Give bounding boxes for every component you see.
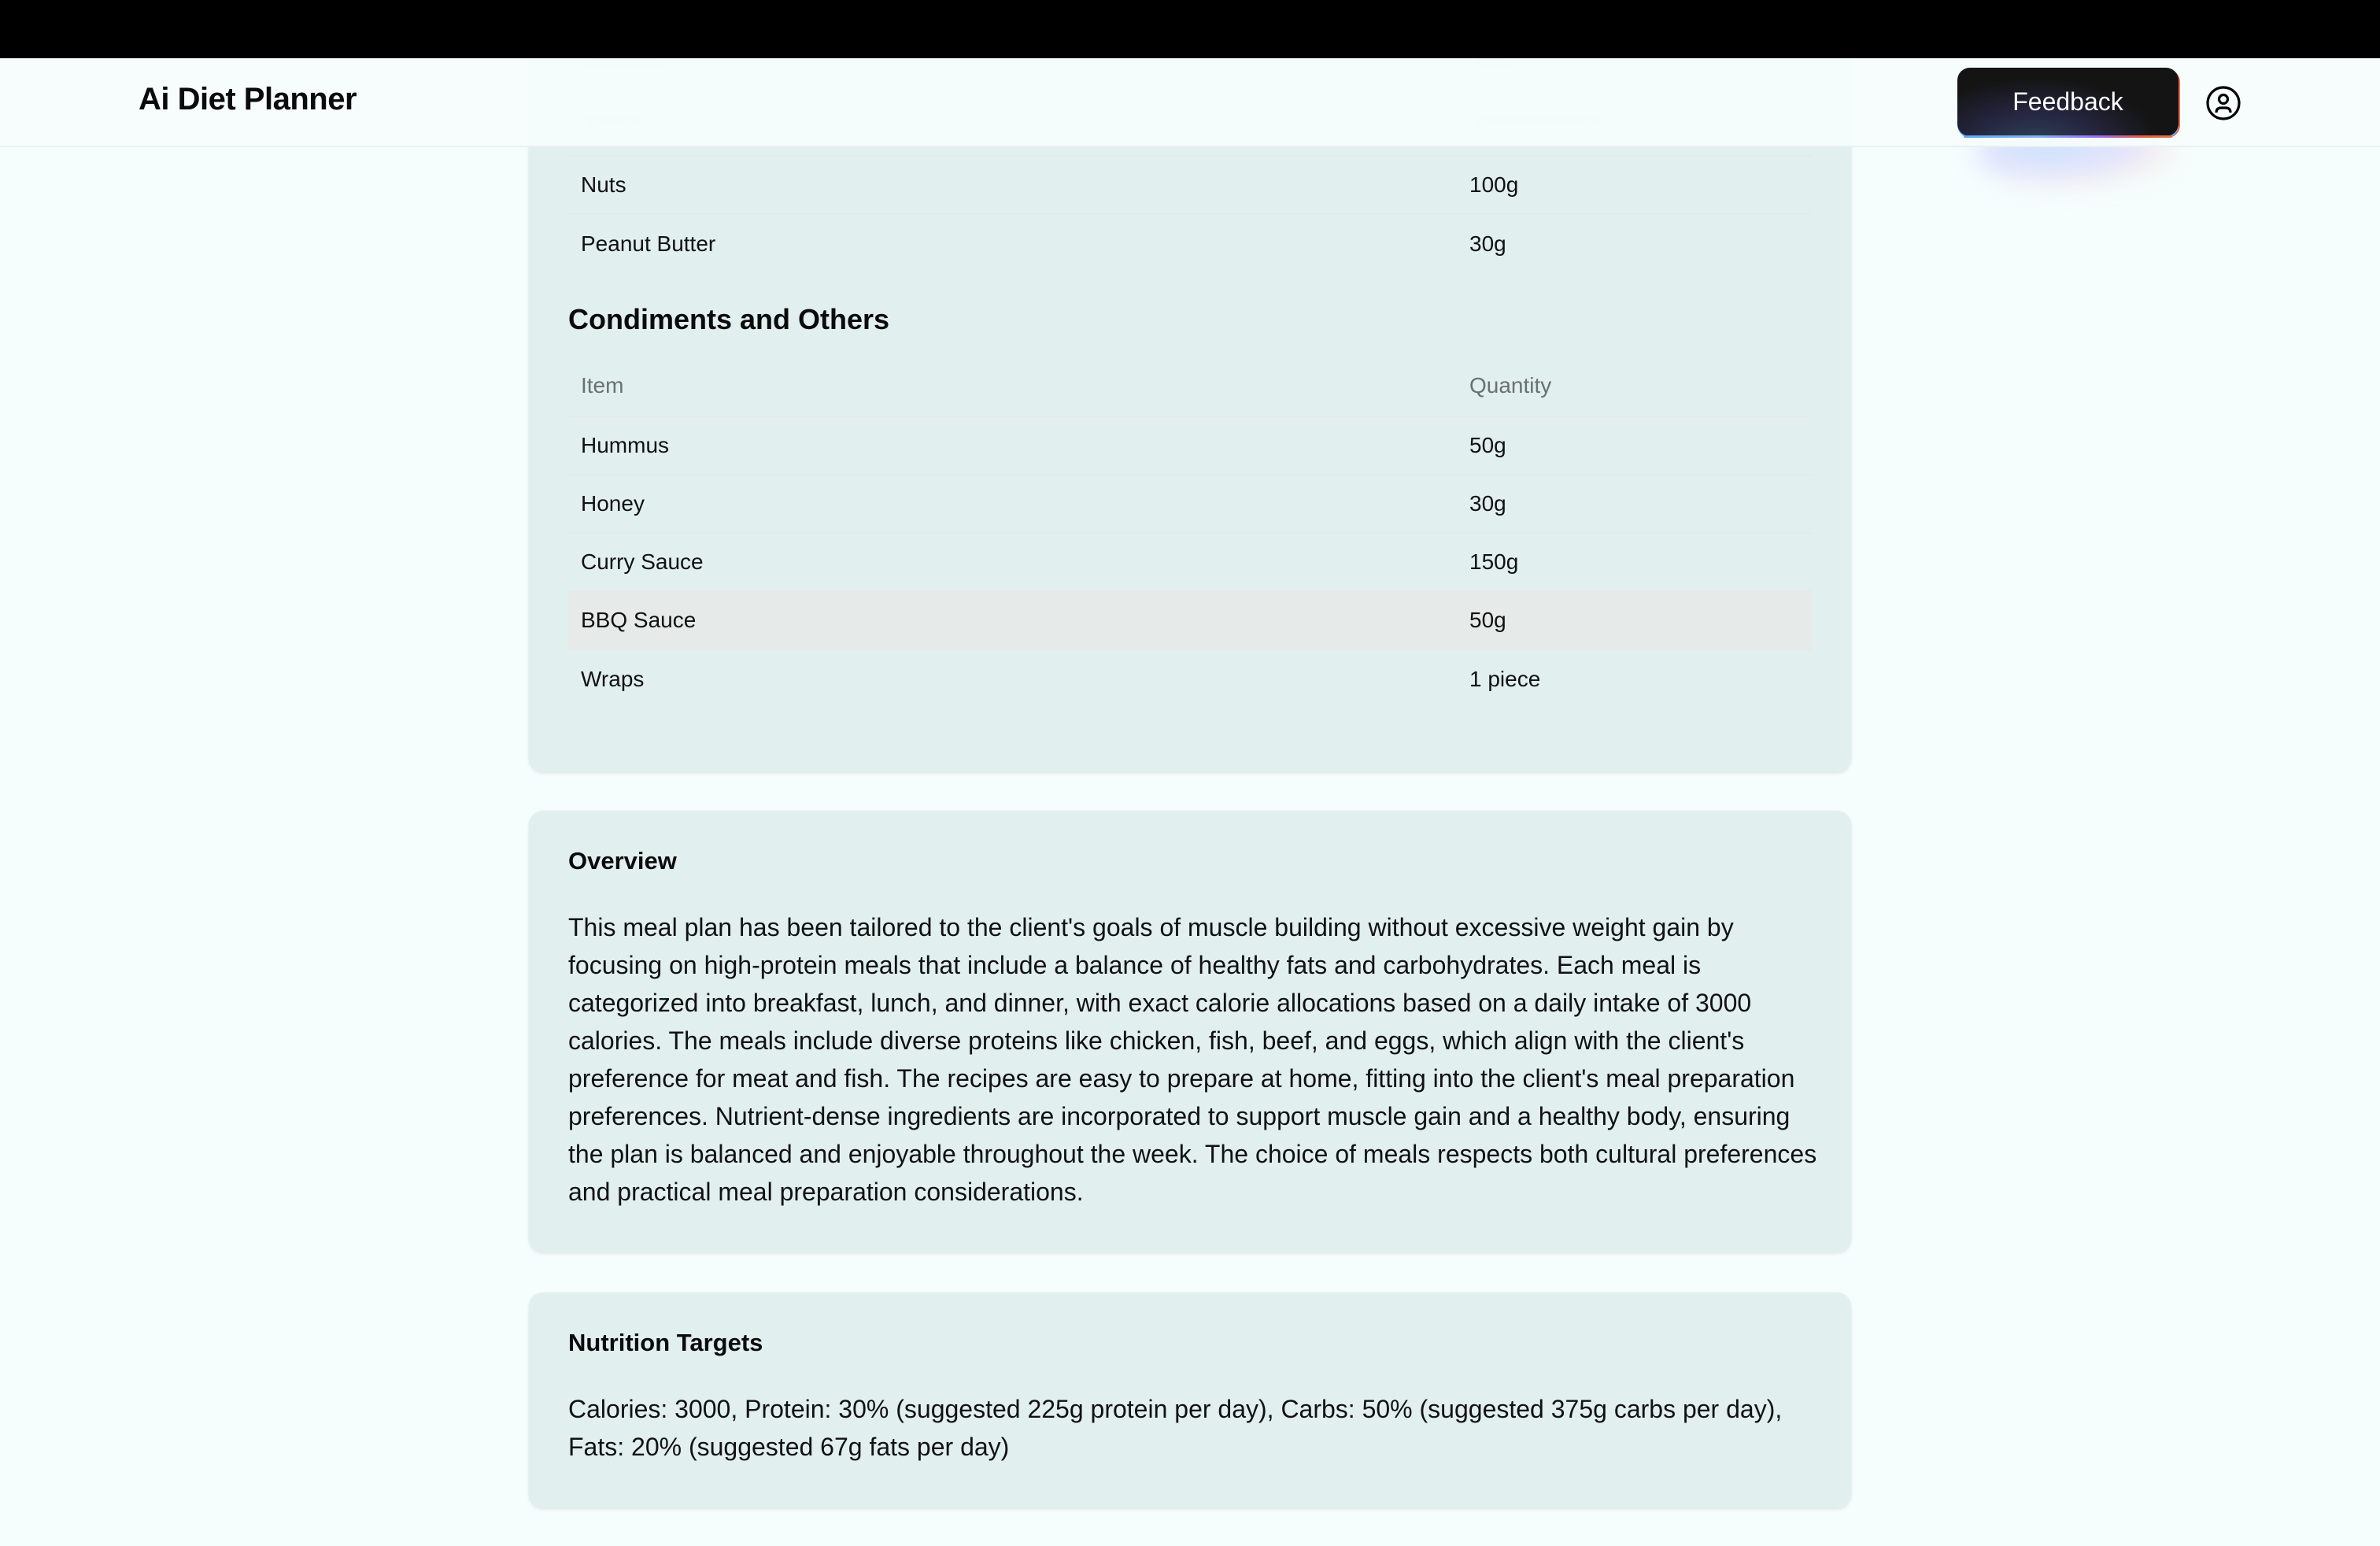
app-title[interactable]: Ai Diet Planner	[139, 82, 357, 117]
table-row	[568, 416, 1812, 475]
item-quantity: 30g	[1469, 231, 1506, 256]
item-quantity: 50g	[1457, 416, 1812, 475]
previous-section-table	[568, 155, 1812, 272]
column-header-quantity: Quantity	[1457, 355, 1812, 416]
item-name: BBQ Sauce	[568, 591, 1457, 649]
table-row	[568, 156, 1812, 214]
window-top-bar	[0, 0, 2380, 58]
item-name: Curry Sauce	[568, 533, 1457, 591]
user-profile-button[interactable]	[2204, 84, 2242, 122]
item-quantity: 150g	[1457, 533, 1812, 591]
item-quantity: 30g	[1457, 475, 1812, 533]
table-row	[568, 214, 1812, 272]
nutrition-targets-text: Calories: 3000, Protein: 30% (suggested 225g protein per day), Carbs: 50% (suggested 375g carbs per day), Fats: 20% (suggested 67g fats per day)	[568, 1395, 1783, 1461]
overview-text: This meal plan has been tailored to the client's goals of muscle building without excessive weight gain by focusing on high-protein meals that include a balance of healthy fats and carbohydrates. Each meal is categorized into breakfast, lunch, and dinner, with exact calorie allocations based on a daily intake of 3000 calories. The meals include diverse proteins like chicken, fish, beef, and eggs, which align with the client's preference for meat and fish. The recipes are easy to prepare at home, fitting into the client's meal preparation preferences. Nutrient-dense ingredients are incorporated to support muscle gain and a healthy body, ensuring the plan is balanced and enjoyable throughout the week. The choice of meals respects both cultural preferences and practical meal preparation considerations.	[568, 913, 1817, 1206]
table-row	[568, 475, 1812, 533]
overview-card	[529, 811, 1851, 1252]
nutrition-targets-title: Nutrition Targets	[568, 1329, 763, 1356]
feedback-button[interactable]: Feedback	[1957, 68, 2179, 136]
user-circle-icon	[2204, 84, 2242, 122]
item-name: Hummus	[568, 416, 1457, 475]
table-row	[568, 533, 1812, 591]
table-row	[568, 591, 1812, 649]
item-name: Wraps	[581, 666, 645, 691]
item-quantity: 100g	[1457, 156, 1812, 214]
item-quantity: 1 piece	[1469, 666, 1541, 691]
item-quantity: 50g	[1457, 591, 1812, 649]
item-name: Honey	[568, 475, 1457, 533]
app-header	[0, 58, 2380, 147]
section-heading-condiments: Condiments and Others	[568, 303, 890, 335]
table-header-row	[568, 355, 1812, 416]
table-row	[568, 649, 1812, 708]
item-name: Nuts	[568, 156, 1457, 214]
column-header-item: Item	[568, 355, 1457, 416]
item-name: Peanut Butter	[581, 231, 716, 256]
nutrition-targets-card	[529, 1293, 1851, 1508]
condiments-table	[568, 355, 1812, 708]
overview-title: Overview	[568, 847, 677, 875]
